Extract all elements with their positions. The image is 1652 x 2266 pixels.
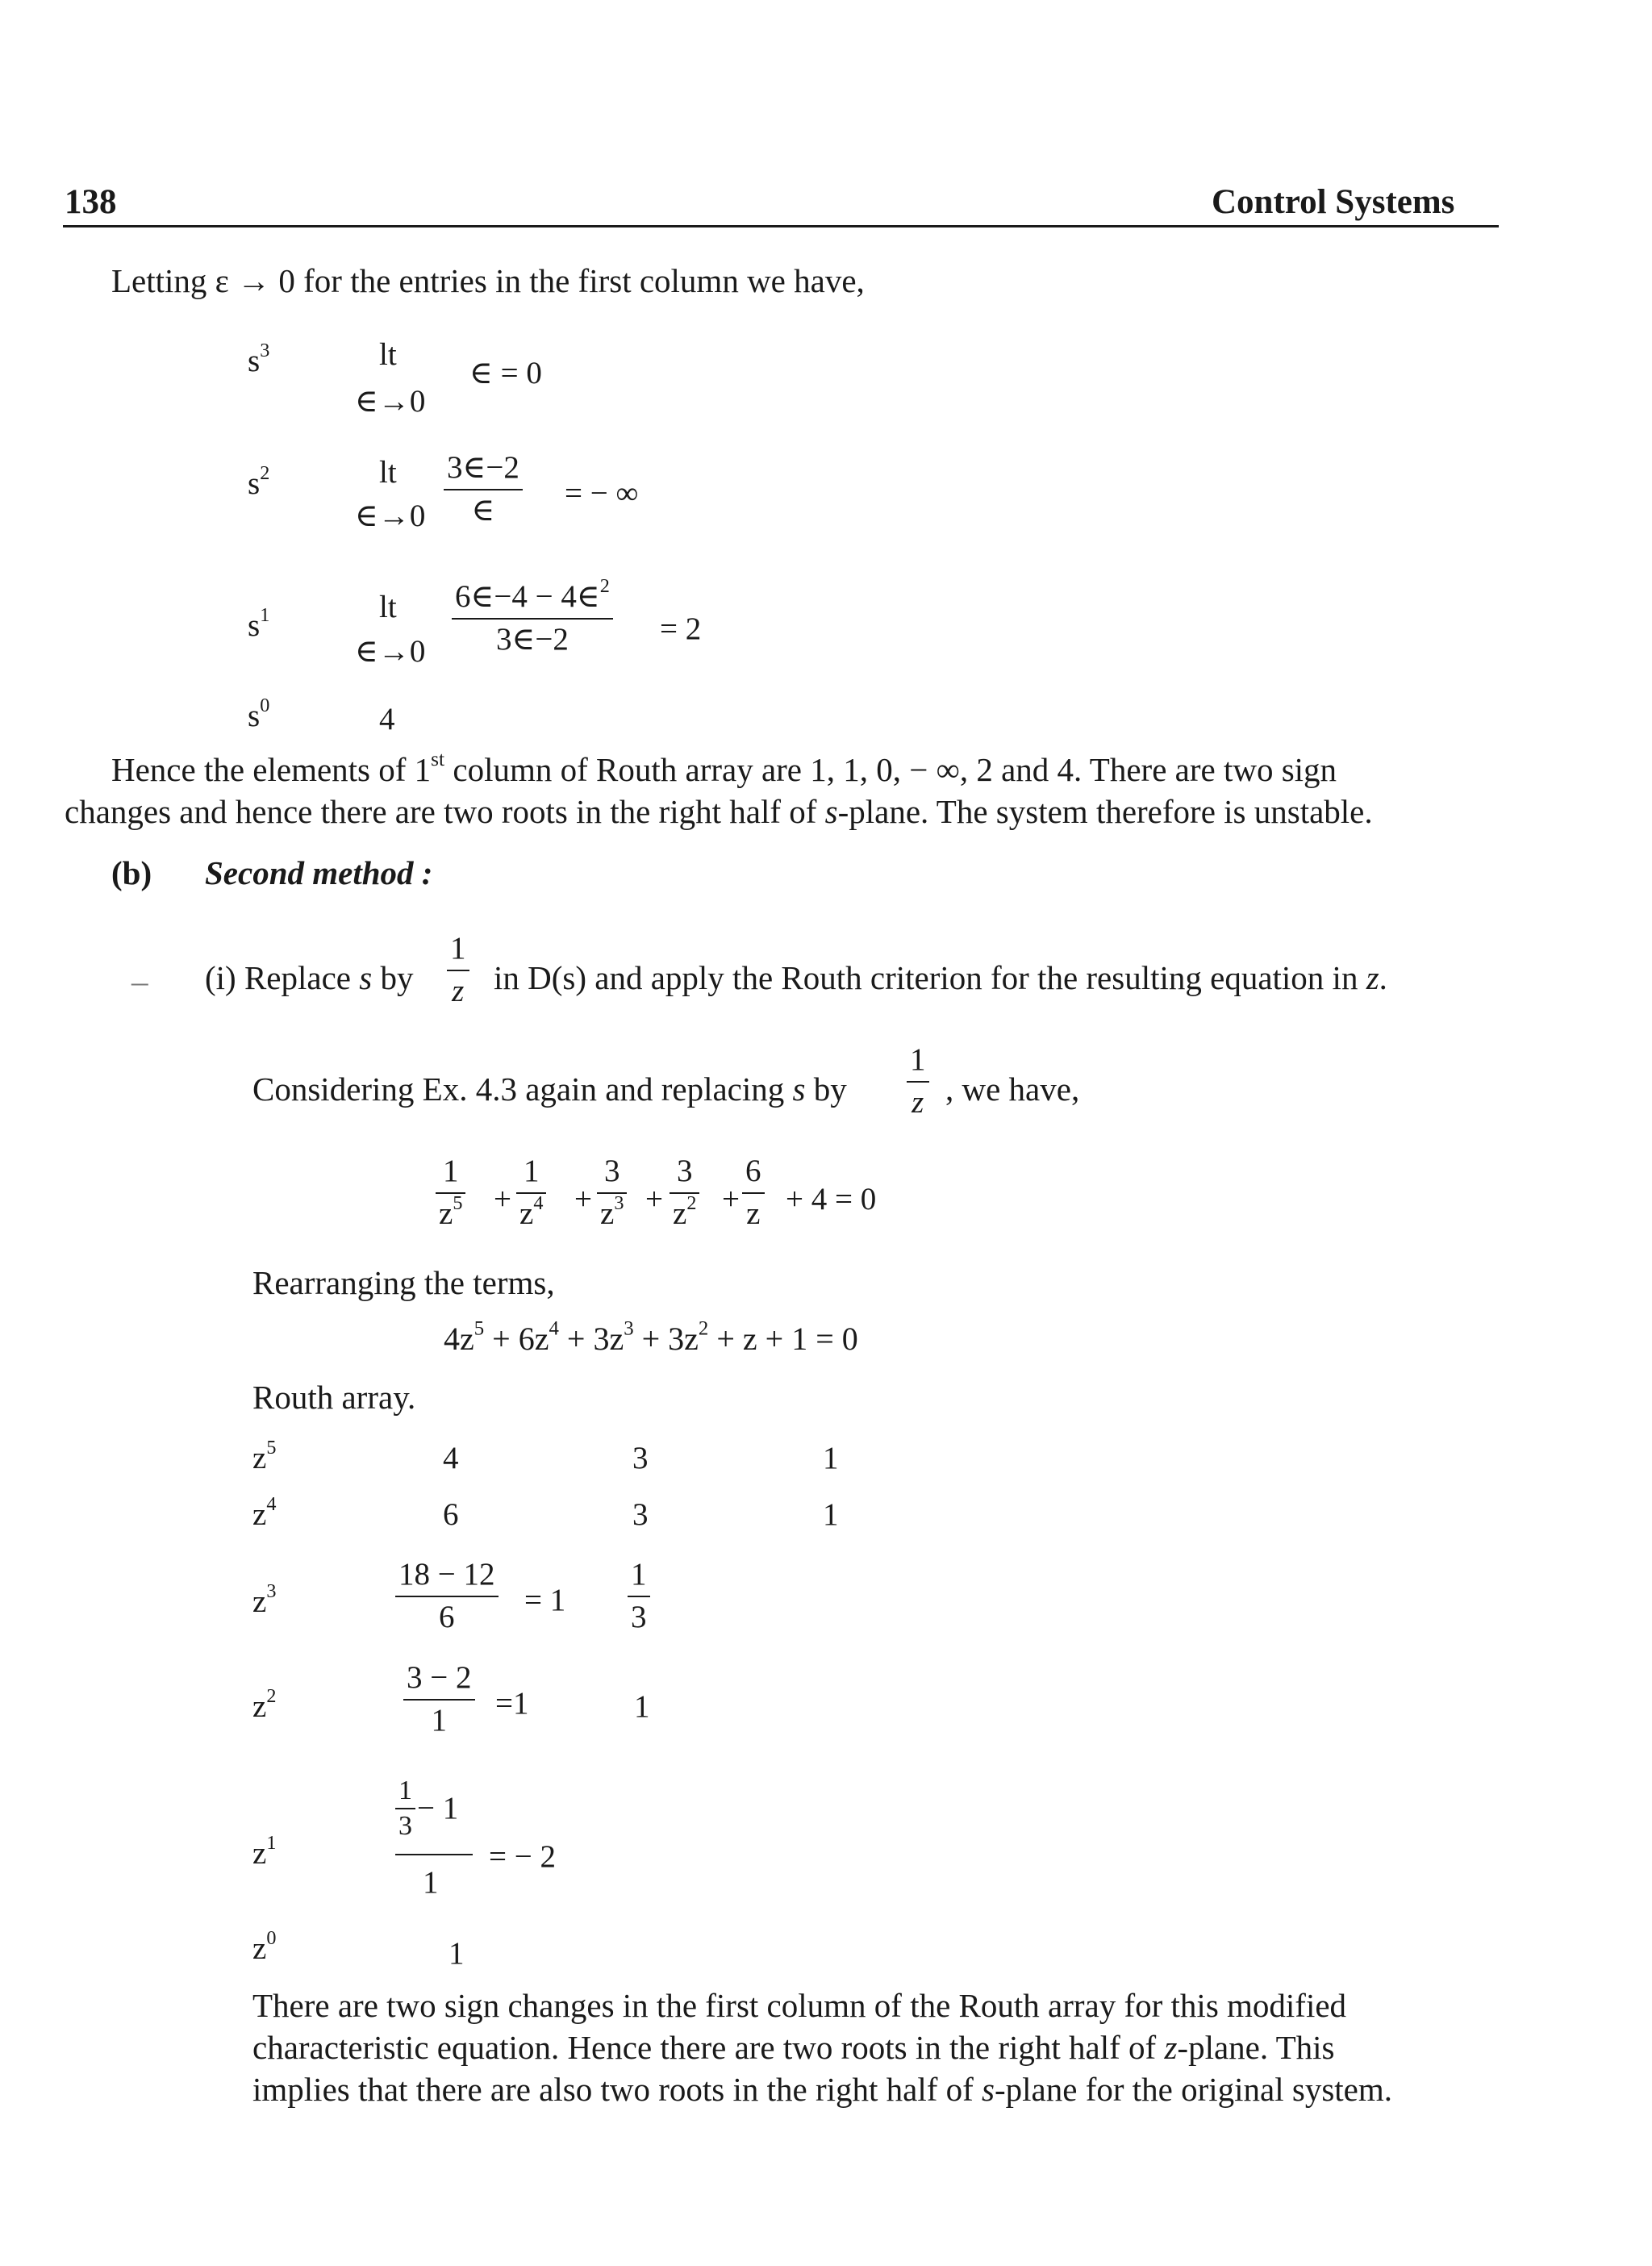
conclusion-line: implies that there are also two roots in the right half of s-plane for the original system.: [252, 2071, 1393, 2108]
plus-sign: +: [645, 1182, 663, 1216]
numerator: 6∈−4 − 4∈$^2$: [455, 574, 610, 614]
row-label-s3: $s^3$: [248, 339, 270, 378]
numerator: 3∈−2: [447, 450, 519, 485]
intro-text: Letting ε → 0 for the entries in the first column we have,: [111, 262, 865, 299]
equation-term: 1 $z^5$: [436, 1155, 465, 1231]
equation-term: 6 z: [742, 1155, 765, 1231]
equation-polynomial: $4z^5 + 6z^4 + 3z^3 + 3z^2 + z + 1 = 0$: [444, 1317, 858, 1357]
lt-under-s1: ∈→0: [355, 634, 426, 669]
paragraph-line: Hence the elements of 1st column of Routh array are 1, 1, 0, − ∞, 2 and 4. There are two sign: [111, 747, 1337, 788]
page-number: 138: [65, 183, 117, 221]
row-label-z0: $z^0$: [252, 1926, 277, 1966]
row-label-s0: $s^0$: [248, 694, 270, 733]
row-label-z4: $z^4$: [252, 1492, 277, 1532]
result-s2: = − ∞: [565, 476, 639, 511]
denominator: ∈: [471, 492, 495, 528]
cell: 1: [634, 1689, 650, 1724]
section-label: (b): [111, 854, 152, 891]
denominator: z: [452, 973, 465, 1008]
running-title: Control Systems: [1212, 183, 1455, 221]
rearranging-text: Rearranging the terms,: [252, 1264, 555, 1301]
denominator: z: [912, 1084, 924, 1120]
lt-s2: lt: [379, 455, 397, 490]
plus-sign: +: [574, 1182, 592, 1216]
item-i-text-b: in D(s) and apply the Routh criterion for the resulting equation in z.: [494, 959, 1387, 996]
numerator: 1: [450, 931, 466, 966]
lt-under-s2: ∈→0: [355, 499, 426, 533]
cell: 1: [823, 1497, 839, 1532]
cell: 3: [632, 1441, 649, 1475]
cell: 3: [632, 1497, 649, 1532]
denominator: 3∈−2: [495, 621, 569, 657]
cell: 6: [443, 1497, 459, 1532]
plus-sign: +: [722, 1182, 740, 1216]
section-title: Second method :: [205, 854, 433, 891]
fraction-cell: 3 − 2 1: [403, 1662, 475, 1738]
cell: 4: [443, 1441, 459, 1475]
fraction-cell: 1 3: [628, 1559, 650, 1634]
plus-sign: +: [494, 1182, 511, 1216]
row-label-z3: $z^3$: [252, 1580, 277, 1619]
paragraph-line: changes and hence there are two roots in the right half of s-plane. The system therefore is unstable.: [65, 793, 1373, 830]
cell: 1: [823, 1441, 839, 1475]
fraction-cell: 18 − 12 6: [395, 1559, 499, 1634]
row-label-z2: $z^2$: [252, 1684, 277, 1724]
lt-s3: lt: [379, 337, 397, 372]
fraction-one-over-z: [907, 1044, 929, 1120]
routh-label: Routh array.: [252, 1379, 416, 1416]
item-i-text-a: (i) Replace s by: [205, 959, 414, 996]
expr-s3: ∈ = 0: [469, 356, 542, 390]
row-label-s1: $s^1$: [248, 603, 270, 643]
equation-tail: + 4 = 0: [786, 1182, 877, 1216]
row-label-z1: $z^1$: [252, 1831, 277, 1871]
list-dash: –: [131, 962, 148, 999]
equation-term: 1 $z^4$: [516, 1155, 546, 1231]
equation-term: 3 $z^3$: [597, 1155, 627, 1231]
equation-term: 3 $z^2$: [670, 1155, 699, 1231]
fraction-s2: [444, 452, 523, 528]
value-s0: 4: [379, 702, 395, 737]
cell-result: = − 2: [489, 1839, 556, 1874]
conclusion-line: There are two sign changes in the first column of the Routh array for this modified: [252, 1987, 1347, 2024]
row-label-z5: $z^5$: [252, 1436, 277, 1475]
lt-under-s3: ∈→0: [355, 384, 426, 419]
header-rule: [63, 225, 1499, 227]
result-s1: = 2: [660, 611, 702, 646]
conclusion-line: characteristic equation. Hence there are two roots in the right half of z-plane. This: [252, 2029, 1335, 2066]
considering-text-b: , we have,: [945, 1070, 1080, 1108]
inner-fraction: $\frac{1}{3}$: [395, 1776, 415, 1840]
row-label-s2: $s^2$: [248, 461, 270, 501]
lt-s1: lt: [379, 590, 397, 624]
cell-result: = 1: [524, 1583, 566, 1617]
numerator: 1: [910, 1042, 926, 1077]
cell: 1: [448, 1936, 465, 1971]
fraction-s1: [452, 574, 613, 657]
cell-result: =1: [495, 1686, 529, 1721]
considering-text-a: Considering Ex. 4.3 again and replacing s by: [252, 1070, 847, 1108]
fraction-one-over-z: [447, 933, 469, 1008]
